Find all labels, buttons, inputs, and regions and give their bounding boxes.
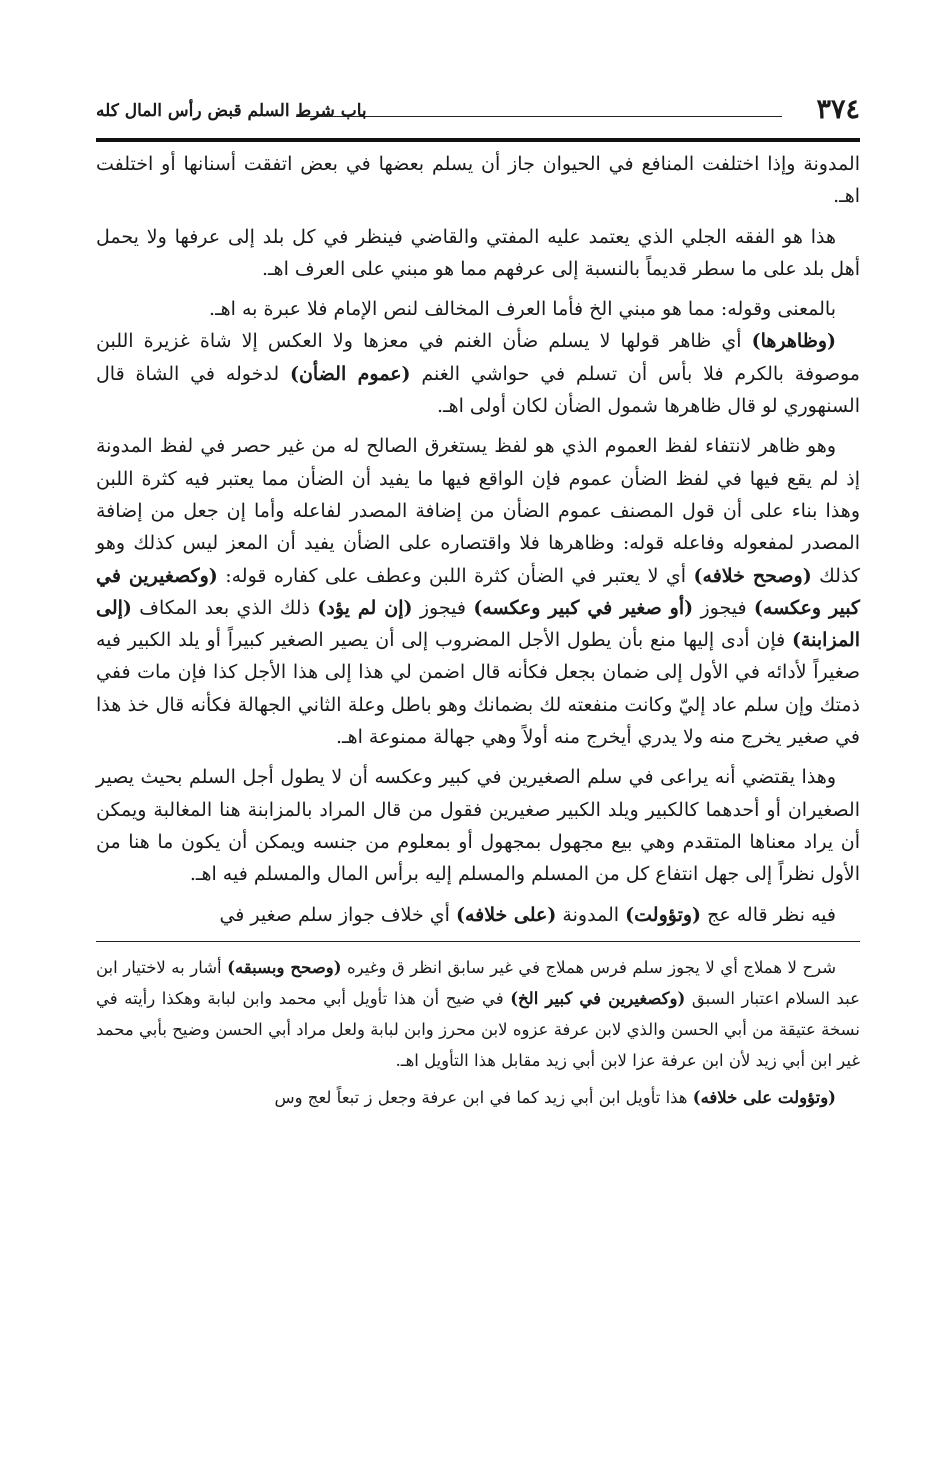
footnotes (96, 952, 860, 1113)
bold-term: (وكصغيرين في كبير وعكسه) (96, 564, 860, 619)
paragraph-3: بالمعنى وقوله: مما هو مبني الخ فأما العرف المخالف لنص الإمام فلا عبرة به اهـ. (209, 298, 836, 321)
bold-term: (وكصغيرين في كبير الخ) (510, 988, 686, 1008)
paragraph-1: المدونة وإذا اختلفت المنافع في الحيوان جاز أن يسلم بعضها في بعض اتفقت أسنانها أو اختلفت اهـ. (96, 153, 860, 208)
page-number: ٣٧٤ (816, 94, 860, 125)
header-rule (296, 116, 782, 117)
bold-term: (وظاهرها) (751, 330, 836, 353)
page-header (96, 92, 860, 132)
footnote-divider (96, 941, 860, 942)
bold-term: (على خلافه) (455, 903, 557, 926)
bold-term: (وتؤولت) (625, 903, 702, 926)
bold-term: (وصحح خلافه) (693, 564, 812, 587)
bold-term: (عموم الضأن) (289, 362, 411, 385)
bold-term: (وصحح وبسبقه) (227, 957, 342, 977)
main-text (96, 148, 860, 931)
paragraph-2: هذا هو الفقه الجلي الذي يعتمد عليه المفتي والقاضي فينظر في كل بلد إلى عرفها ولا يحمل أهل بلد على ما سطر قديماً بالنسبة إلى عرفهم مما هو مبني على العرف اهـ. (96, 225, 860, 280)
paragraph-7: فيه نظر قاله عج (وتؤولت) المدونة (على خلافه) أي خلاف جواز سلم صغير في (219, 903, 836, 926)
paragraph-4: (وظاهرها) أي ظاهر قولها لا يسلم ضأن الغنم في معزها ولا العكس إلا شاة غزيرة اللبن موصوفة بالكرم فلا بأس أن تسلم في حواشي الغنم (عموم الضأن) لدخوله في الشاة قال السنهوري لو قال ظاهرها شمول الضأن لكان أولى اهـ. (96, 330, 860, 418)
bold-term: (إن لم يؤد) (317, 596, 413, 619)
chapter-title: باب شرط السلم قبض رأس المال كله (96, 101, 367, 121)
paragraph-6: وهذا يقتضي أنه يراعى في سلم الصغيرين في كبير وعكسه أن لا يطول أجل السلم بحيث يصير الصغيران أو أحدهما كالكبير ويلد الكبير صغيرين فقول من قال المراد بالمزابنة هنا المغالبة ويمكن أن يراد معناها المتقدم وهي بيع مجهول بمجهول أو بمعلوم من جنسه ويمكن أن يكون ما هنا من الأول نظراً إلى جهل انتفاع كل من المسلم والمسلم إليه برأس المال والمسلم فيه اهـ. (96, 766, 860, 886)
book-page (96, 92, 860, 1119)
header-divider (96, 138, 860, 142)
bold-term: (إلى المزابنة) (96, 596, 860, 652)
paragraph-5: وهو ظاهر لانتفاء لفظ العموم الذي هو لفظ يستغرق الصالح له من غير حصر في لفظ المدونة إذ لم يقع فيها في لفظ الضأن عموم فإن الواقع فيها ما يفيد أن الضأن مما يعتبر فيه كثرة اللبن وهذا بناء على أن قول المصنف عموم الضأن من إضافة المصدر لفاعله وأما إن جعل من إضافة المصدر لمفعوله وفاعله قوله: وظاهرها فلا واقتصاره على الضأن يفيد أن المعز ليس كذلك وهو كذلك (وصحح خلافه) أي لا يعتبر في الضأن كثرة اللبن وعطف على كفاره قوله: (وكصغيرين في كبير وعكسه) فيجوز (أو صغير في كبير وعكسه) فيجوز (إن لم يؤد) ذلك الذي بعد المكاف (إلى المزابنة) فإن أدى إليها منع بأن يطول الأجل المضروب إلى أن يصير الصغير كبيراً أو يلد الكبير فيه صغيراً لأدائه في الأول إلى ضمان بجعل فكأنه قال اضمن لي هذا إلى هذا الأجل كذا فإن مات ففي ذمتك وإن سلم عاد إليّ وكانت منفعته لك بضمانك وهو باطل وعلة الثاني الجهالة فكأنه قال خذ هذا في صغير يخرج منه ولا يدري أيخرج منه أولاً وهي جهالة ممنوعة اهـ. (96, 435, 860, 749)
bold-term: (وتؤولت على خلافه) (692, 1087, 836, 1107)
footnote-1: شرح لا هملاج أي لا يجوز سلم فرس هملاج في غير سابق انظر ق وغيره (وصحح وبسبقه) أشار به لاختيار ابن عبد السلام اعتبار السبق (وكصغيرين في كبير الخ) في ضيح أن هذا تأويل أبي محمد وابن لبابة وهكذا رأيته في نسخة عتيقة من أبي الحسن والذي لابن عرفة عزوه لابن محرز وابن لبابة ولعل مراد أبي الحسن وضيح بأبي محمد غير ابن أبي زيد لأن ابن عرفة عزا لابن أبي زيد مقابل هذا التأويل اهـ. (96, 957, 861, 1070)
footnote-2: (وتؤولت على خلافه) هذا تأويل ابن أبي زيد كما في ابن عرفة وجعل ز تبعاً لعج وس (274, 1087, 836, 1107)
bold-term: (أو صغير في كبير وعكسه) (473, 596, 694, 619)
